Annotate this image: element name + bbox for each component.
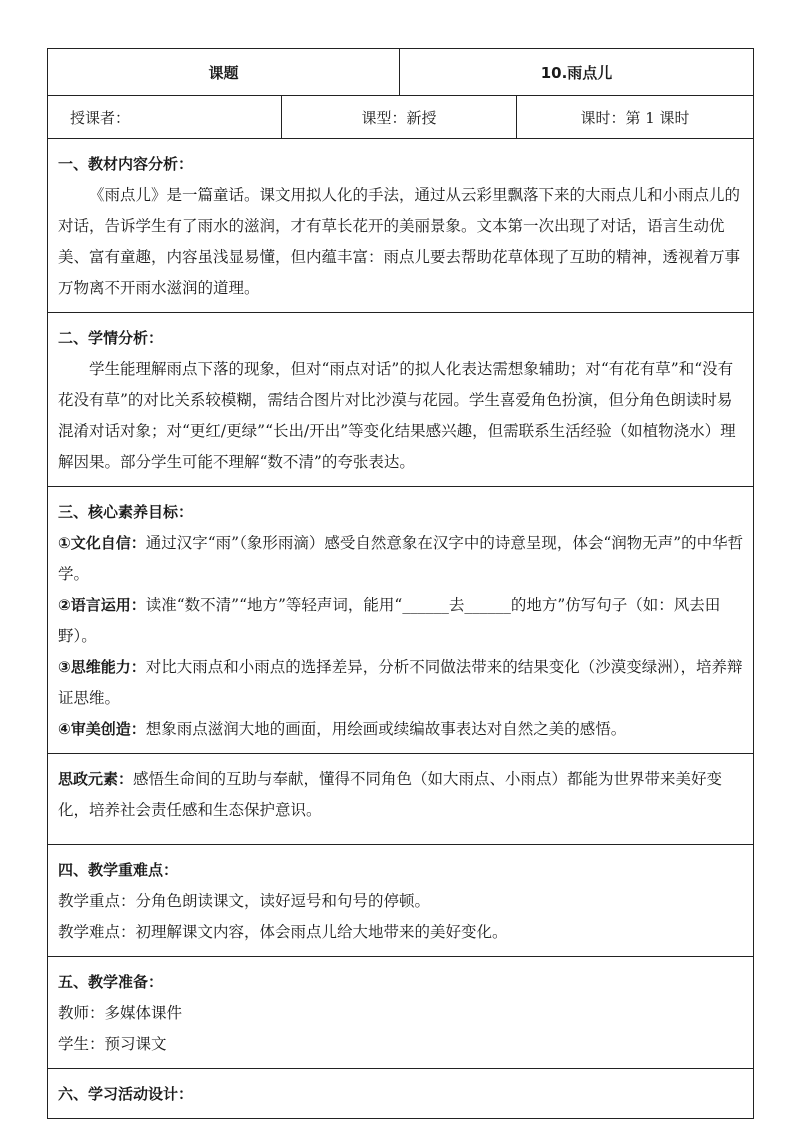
section-preparation — [48, 957, 754, 1069]
key-point: 教学重点：分角色朗读课文，读好逗号和句号的停顿。 — [58, 892, 431, 910]
goal-text: 对比大雨点和小雨点的选择差异，分析不同做法带来的结果变化（沙漠变绿洲），培养辩证思维。 — [58, 658, 743, 707]
class-period: 课时：第 1 课时 — [517, 96, 754, 139]
title-row — [48, 49, 754, 96]
goal-item: ②语言运用：读准“数不清”“地方”等轻声词，能用“______去______的地方”仿写句子（如：风去田野）。 — [58, 596, 721, 645]
lesson-title: 10.雨点儿 — [400, 49, 754, 96]
goal-text: 想象雨点滋润大地的画面，用绘画或续编故事表达对自然之美的感悟。 — [145, 720, 627, 738]
section-ideology-elements — [48, 754, 754, 845]
section-activity-design — [48, 1069, 754, 1119]
goal-label: ④审美创造 — [58, 720, 131, 738]
topic-label: 课题 — [48, 49, 400, 96]
goal-item: ③思维能力：对比大雨点和小雨点的选择差异，分析不同做法带来的结果变化（沙漠变绿洲），培养辩证思维。 — [58, 658, 743, 707]
goal-text: 通过汉字“雨”（象形雨滴）感受自然意象在汉字中的诗意呈现，体会“润物无声”的中华哲学。 — [58, 534, 744, 583]
section-heading: 四、教学重难点： — [58, 861, 179, 879]
section-key-points — [48, 845, 754, 957]
section-heading: 一、教材内容分析： — [58, 155, 194, 173]
goal-text: 读准“数不清”“地方”等轻声词，能用“______去______的地方”仿写句子（如：风去田野）。 — [58, 596, 721, 645]
goal-label: ①文化自信 — [58, 534, 131, 552]
lesson-type: 课型：新授 — [282, 96, 517, 139]
section-heading: 六、学习活动设计： — [58, 1085, 194, 1103]
section-body: 《雨点儿》是一篇童话。课文用拟人化的手法，通过从云彩里飘落下来的大雨点儿和小雨点儿的对话，告诉学生有了雨水的滋润，才有草长花开的美丽景象。文本第一次出现了对话，语言生动优美、富有童趣，内容虽浅显易懂，但内蕴丰富：雨点儿要去帮助花草体现了互助的精神，透视着万事万物离不开雨水滋润的道理。 — [58, 186, 741, 297]
student-prep: 学生：预习课文 — [58, 1035, 167, 1053]
section-core-goals — [48, 487, 754, 754]
section-learner-analysis — [48, 313, 754, 487]
goal-item: ①文化自信：通过汉字“雨”（象形雨滴）感受自然意象在汉字中的诗意呈现，体会“润物无声”的中华哲学。 — [58, 534, 744, 583]
teacher-prep: 教师：多媒体课件 — [58, 1004, 183, 1022]
section-heading: 二、学情分析： — [58, 329, 164, 347]
goal-item: ④审美创造：想象雨点滋润大地的画面，用绘画或续编故事表达对自然之美的感悟。 — [58, 720, 627, 738]
difficult-point: 教学难点：初理解课文内容，体会雨点儿给大地带来的美好变化。 — [58, 923, 508, 941]
section-body: 学生能理解雨点下落的现象，但对“雨点对话”的拟人化表达需想象辅助；对“有花有草”和“没有花没有草”的对比关系较模糊，需结合图片对比沙漠与花园。学生喜爱角色扮演，但分角色朗读时易混淆对话对象；对“更红/更绿”“长出/开出”等变化结果感兴趣，但需联系生活经验（如植物浇水）理解因果。部分学生可能不理解“数不清”的夸张表达。 — [58, 360, 736, 471]
ideology-label: 思政元素 — [58, 770, 119, 788]
ideology-text: 思政元素：感悟生命间的互助与奉献，懂得不同角色（如大雨点、小雨点）都能为世界带来美好变化，培养社会责任感和生态保护意识。 — [58, 770, 723, 819]
section-heading: 五、教学准备： — [58, 973, 164, 991]
goal-label: ②语言运用 — [58, 596, 131, 614]
lesson-plan-table — [47, 48, 754, 1119]
section-heading: 三、核心素养目标： — [58, 503, 194, 521]
info-row — [48, 96, 754, 139]
teacher-field: 授课者： — [48, 96, 282, 139]
section-content-analysis — [48, 139, 754, 313]
goal-label: ③思维能力 — [58, 658, 131, 676]
lesson-plan-page — [47, 48, 753, 1119]
